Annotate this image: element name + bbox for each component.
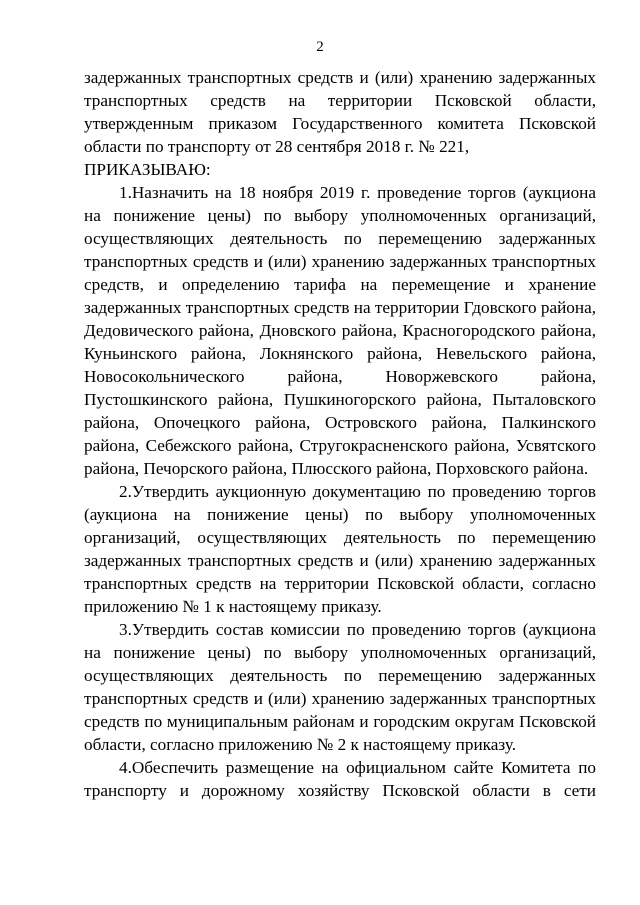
- paragraph-continuation: задержанных транспортных средств и (или) хранению задержанных транспортных средств на территории Псковской области, утвержденным приказом Государственного комитета Псковской области по транспорту от 28 сентября 2018 г. № 221,: [84, 68, 596, 156]
- document-body: [84, 66, 596, 802]
- paragraph-item-1: 1.Назначить на 18 ноября 2019 г. проведение торгов (аукциона на понижение цены) по выбору уполномоченных организаций, осуществляющих деятельность по перемещению задержанных транспортных средств и (или) хранению задержанных транспортных средств, и определению тарифа на перемещение и хранение задержанных транспортных средств на территории Гдовского района, Дедовичеcкого района, Дновского района, Красногородского района, Куньинского района, Локнянского района, Невельского района, Новосокольнического района, Новоржевского района, Пустошкинского района, Пушкиногорского района, Пыталовского района, Опочецкого района, Островского района, Палкинского района, Себежского района, Стругокрасненского района, Усвятского района, Печорского района, Плюсского района, Порховского района.: [84, 183, 596, 478]
- order-heading: ПРИКАЗЫВАЮ:: [84, 160, 211, 179]
- paragraph-item-2: 2.Утвердить аукционную документацию по проведению торгов (аукциона на понижение цены) по выбору уполномоченных организаций, осуществляющих деятельность по перемещению задержанных транспортных средств и (или) хранению задержанных транспортных средств на территории Псковской области, согласно приложению № 1 к настоящему приказу.: [84, 482, 596, 616]
- paragraph-item-4: 4.Обеспечить размещение на официальном сайте Комитета по транспорту и дорожному хозяйству Псковской области в сети: [84, 758, 596, 800]
- paragraph-item-3: 3.Утвердить состав комиссии по проведению торгов (аукциона на понижение цены) по выбору уполномоченных организаций, осуществляющих деятельность по перемещению задержанных транспортных средств и (или) хранению задержанных транспортных средств по муниципальным районам и городским округам Псковской области, согласно приложению № 2 к настоящему приказу.: [84, 620, 596, 754]
- page-number: 2: [316, 39, 324, 55]
